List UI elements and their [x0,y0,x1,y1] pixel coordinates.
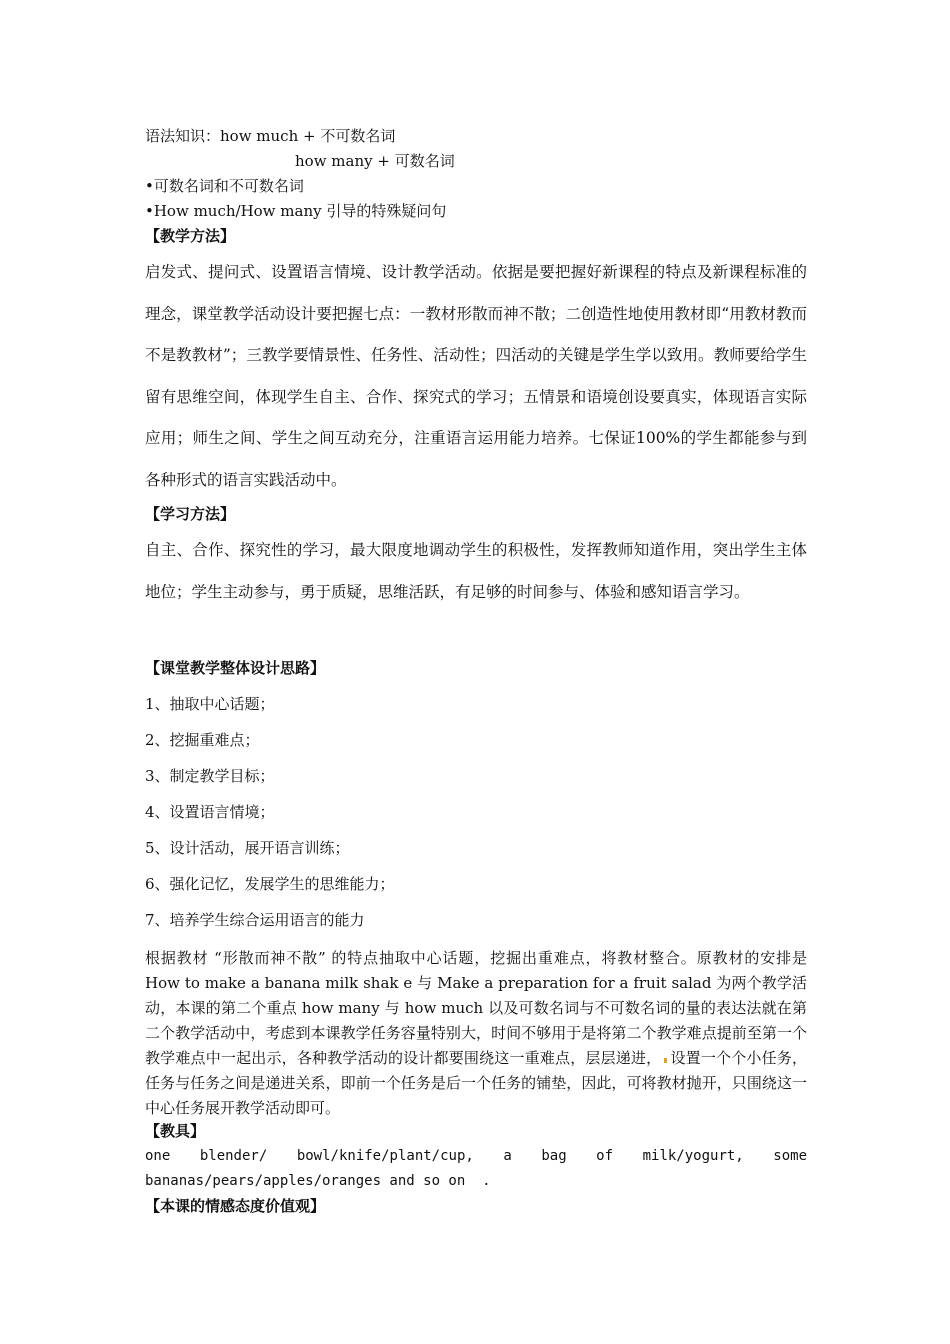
learning-method-heading: 【学习方法】 [145,505,236,523]
design-paragraph-part-b: 设置一个个小任务，任务与任务之间是递进关系，即前一个任务是后一个任务的铺垫，因此，可将教材抛开，只围绕这一中心任务展开教学活动即可。 [145,1049,807,1117]
design-step-3: 3、制定教学目标； [145,767,275,785]
design-step-1: 1、抽取中心话题； [145,695,275,713]
design-step-7: 7、培养学生综合运用语言的能力 [145,911,365,929]
design-heading: 【课堂教学整体设计思路】 [145,659,326,677]
grammar-bullet-1: •可数名词和不可数名词 [145,177,304,195]
teaching-method-heading: 【教学方法】 [145,227,236,245]
grammar-line-1: 语法知识：how much + 不可数名词 [145,127,396,145]
design-step-6: 6、强化记忆，发展学生的思维能力； [145,875,395,893]
design-step-2: 2、挖掘重难点； [145,731,260,749]
design-step-5: 5、设计活动，展开语言训练； [145,839,350,857]
tools-heading: 【教具】 [145,1122,206,1140]
design-step-4: 4、设置语言情境； [145,803,275,821]
grammar-line-2: how many + 可数名词 [295,152,455,170]
design-paragraph-part-a: 根据教材 “形散而神不散” 的特点抽取中心话题，挖掘出重难点，将教材整合。原教材的安排是 How to make a banana milk shak e 与 Make a preparation for a fruit salad 为两个教学活动，本课的第二个重点 how many 与 how much 以及可数名词与不可数名词的量的表达法就在第二个教学活动中，考虑到本课教学任务容量特别大，时间不够用于是将第二个教学难点提前至第一个教学难点中一起出示，各种教学活动的设计都要围绕这一重难点，层层递进， [145,949,807,1067]
tools-line-1: one blender/ bowl/knife/plant/cup, a bag of milk/yogurt, some [145,1148,807,1164]
text-marker [664,1058,667,1063]
design-paragraph [145,946,807,1121]
learning-method-body: 自主、合作、探究性的学习，最大限度地调动学生的积极性，发挥教师知道作用，突出学生主体地位；学生主动参与，勇于质疑，思维活跃，有足够的时间参与、体验和感知语言学习。 [145,541,807,601]
teaching-method-body: 启发式、提问式、设置语言情境、设计教学活动。依据是要把握好新课程的特点及新课程标准的理念，课堂教学活动设计要把握七点：一教材形散而神不散；二创造性地使用教材即“用教材教而不是教教材”；三教学要情景性、任务性、活动性；四活动的关键是学生学以致用。教师要给学生留有思维空间，体现学生自主、合作、探究式的学习；五情景和语境创设要真实，体现语言实际应用；师生之间、学生之间互动充分，注重语言运用能力培养。七保证100%的学生都能参与到各种形式的语言实践活动中。 [145,263,807,489]
grammar-bullet-2: •How much/How many 引导的特殊疑问句 [145,202,447,220]
tools-line-2: bananas/pears/apples/oranges and so on . [145,1173,491,1189]
values-heading: 【本课的情感态度价值观】 [145,1197,326,1215]
